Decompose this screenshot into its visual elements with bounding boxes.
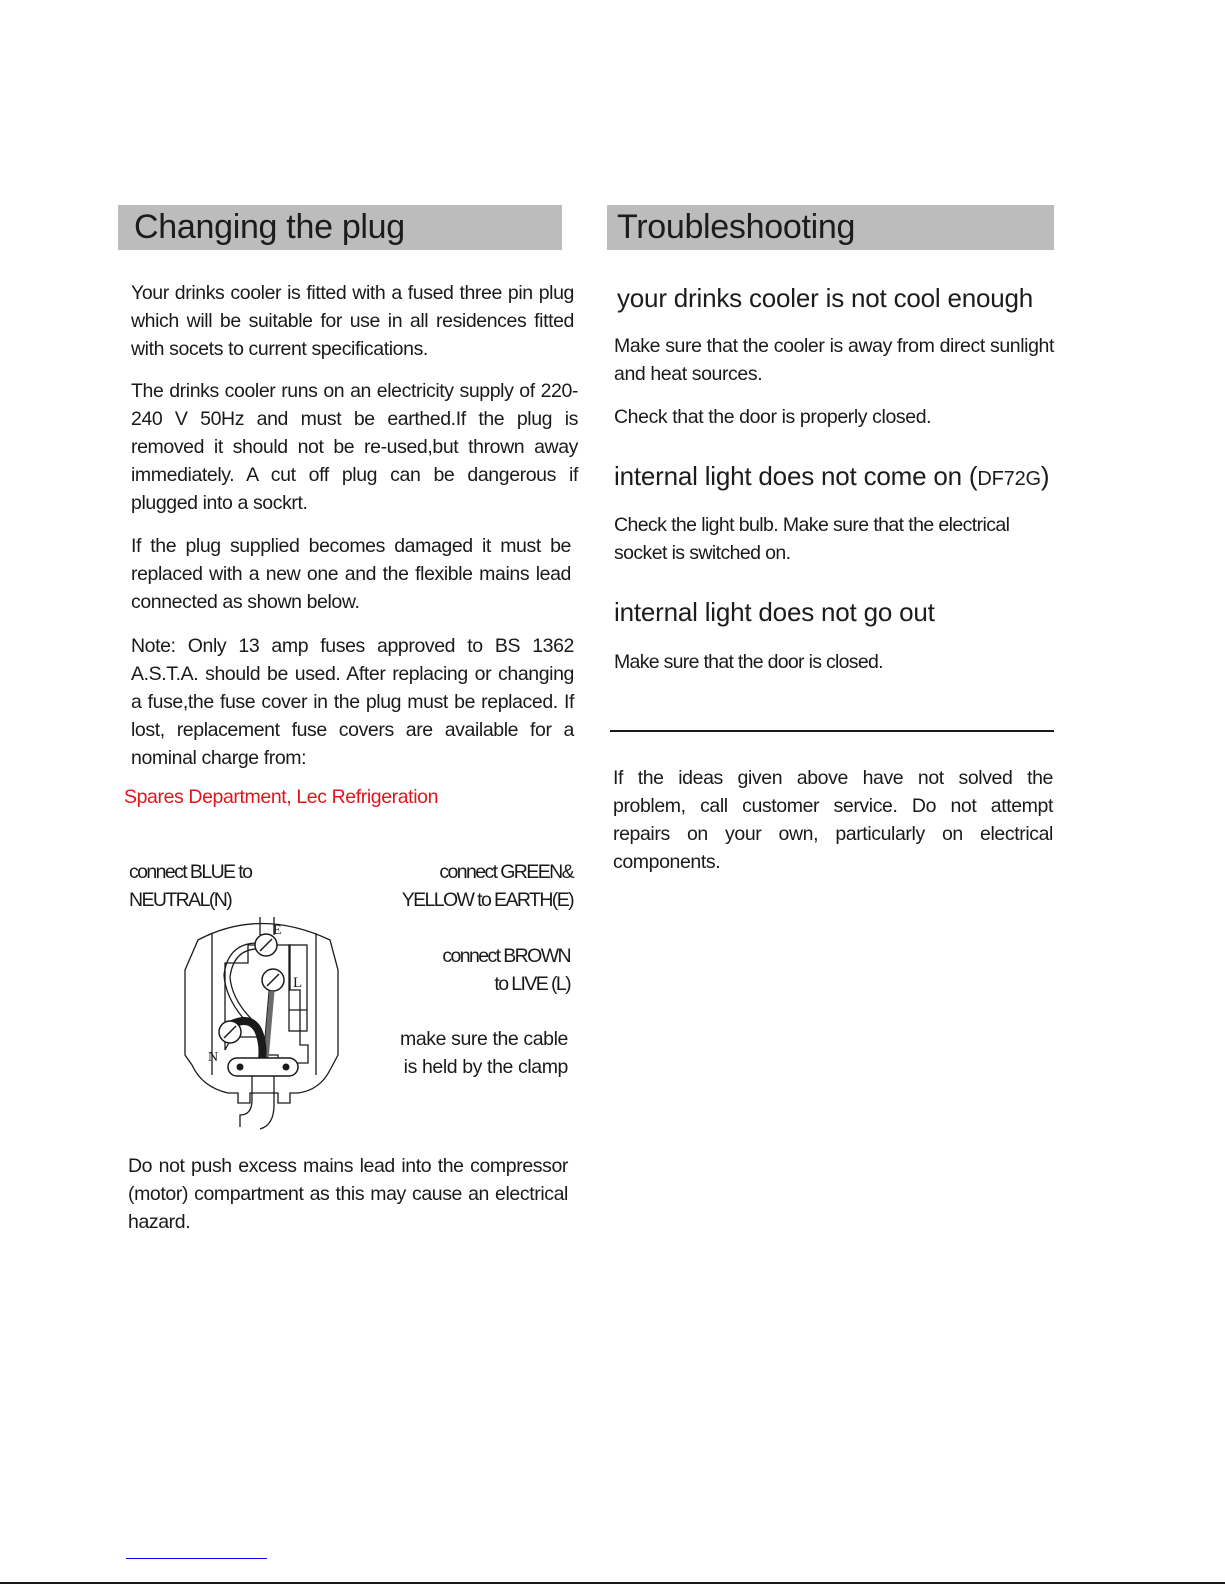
label-blue-neutral: connect BLUE to NEUTRAL(N)	[129, 861, 252, 911]
section-header-changing-plug	[118, 205, 562, 250]
section-title: Changing the plug	[134, 208, 405, 246]
paragraph-electricity-supply: The drinks cooler runs on an electricity supply of 220-240 V 50Hz and must be earthed.If the plug is removed it should not be re-used,but thrown away immediately. A cut off plug can be dangerous if plugged into a sockrt.	[131, 380, 578, 514]
paragraph-contact-customer-service: If the ideas given above have not solved the problem, call customer service. Do not attempt repairs on your own, particularly on electrical components.	[613, 767, 1053, 873]
page-bottom-rule	[0, 1582, 1225, 1584]
problem-heading-light-not-out: internal light does not go out	[614, 597, 935, 627]
problem-body-light-not-out: Make sure that the door is closed.	[614, 651, 883, 673]
paragraph-damaged-plug: If the plug supplied becomes damaged it must be replaced with a new one and the flexible mains lead connected as shown below.	[131, 535, 571, 613]
section-title: Troubleshooting	[617, 208, 856, 246]
paragraph-excess-lead-warning: Do not push excess mains lead into the compressor (motor) compartment as this may cause an electrical hazard.	[128, 1155, 568, 1233]
footer-link-underline[interactable]	[126, 1558, 267, 1559]
spares-contact: Spares Department, Lec Refrigeration	[124, 786, 439, 808]
svg-text:E: E	[273, 923, 282, 938]
problem-heading-not-cool: your drinks cooler is not cool enough	[617, 283, 1034, 313]
section-header-troubleshooting	[607, 205, 1054, 250]
problem-body-light-not-on: Check the light bulb. Make sure that the electrical socket is switched on.	[614, 514, 1010, 564]
label-cable-clamp: make sure the cable is held by the clamp	[400, 1028, 568, 1078]
problem-heading-light-not-on: internal light does not come on (DF72G)	[614, 461, 1050, 491]
model-number: DF72G	[977, 468, 1041, 490]
problem-body-not-cool-1: Make sure that the cooler is away from direct sunlight and heat sources.	[614, 335, 1054, 385]
svg-text:N: N	[208, 1050, 219, 1065]
paragraph-plug-intro: Your drinks cooler is fitted with a fused three pin plug which will be suitable for use in all residences fitted with socets to current specifications.	[131, 282, 574, 360]
section-divider	[610, 730, 1054, 732]
label-brown-live: connect BROWN to LIVE (L)	[442, 945, 570, 995]
label-green-yellow-earth: connect GREEN& YELLOW to EARTH(E)	[401, 861, 573, 911]
plug-wiring-diagram	[180, 915, 345, 1130]
paragraph-fuse-note: Note: Only 13 amp fuses approved to BS 1362 A.S.T.A. should be used. After replacing or changing a fuse,the fuse cover in the plug must be replaced. If lost, replacement fuse covers are available for a nominal charge from:	[131, 635, 574, 769]
problem-body-not-cool-2: Check that the door is properly closed.	[614, 406, 932, 428]
svg-text:L: L	[293, 975, 303, 991]
